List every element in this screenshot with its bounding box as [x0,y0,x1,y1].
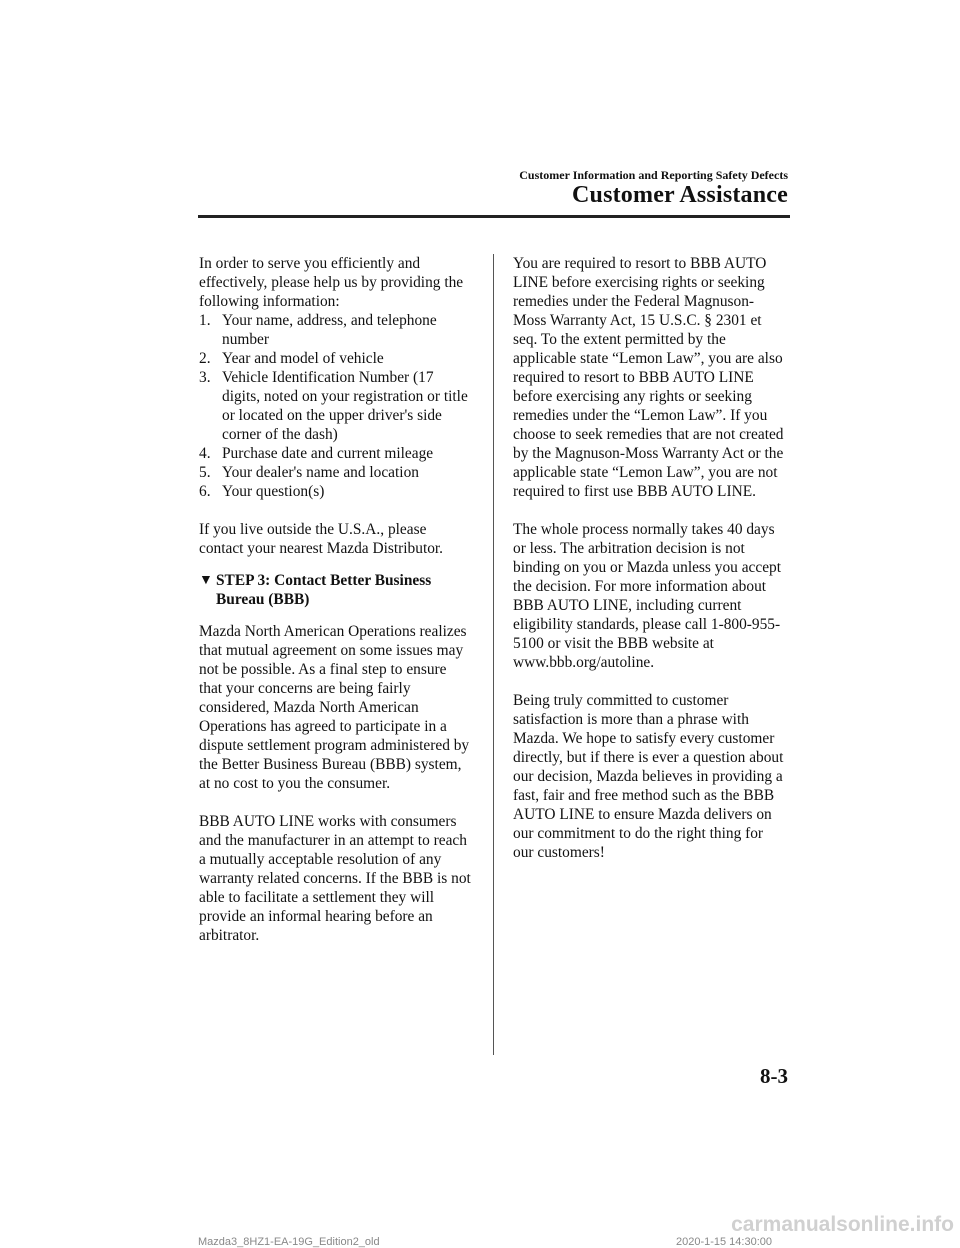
list-text: Your dealer's name and location [222,464,419,481]
list-number: 2. [199,350,211,367]
list-item [199,349,473,368]
list-text: Your question(s) [222,483,325,500]
outside-usa-paragraph: If you live outside the U.S.A., please contact your nearest Mazda Distributor. [199,521,444,557]
process-paragraph: The whole process normally takes 40 days or less. The arbitration decision is not binding on you or Mazda unless you accept the decision. For more information about BBB AUTO LINE, including current eligibility standards, please call 1-800-955-5100 or visit the BBB website at www.bbb.org/autoline. [513,521,781,671]
bbb-paragraph-2: BBB AUTO LINE works with consumers and the manufacturer in an attempt to reach a mutually acceptable resolution of any warranty related concerns. If the BBB is not able to facilitate a settlement they will provide an informal hearing before an arbitrator. [199,813,471,944]
triangle-bullet-icon: ▼ [199,573,213,588]
list-text: Your name, address, and telephone number [222,312,437,348]
list-text: Year and model of vehicle [222,350,384,367]
list-item [199,368,473,444]
section-heading [199,571,473,609]
right-column [513,254,787,862]
list-number: 4. [199,445,211,462]
header-section-label: Customer Information and Reporting Safety Defects [519,168,788,182]
page-title: Customer Assistance [571,182,788,208]
list-text: Vehicle Identification Number (17 digits, noted on your registration or title or located on the upper driver's side corner of the dash) [222,369,468,443]
bbb-paragraph-1: Mazda North American Operations realizes that mutual agreement on some issues may not be possible. As a final step to ensure that your concerns are being fairly considered, Mazda North American Operations has agreed to participate in a dispute settlement program administered by the Better Business Bureau (BBB) system, at no cost to you the consumer. [199,623,470,792]
list-item [199,463,473,482]
list-item [199,482,473,501]
footer-file-label: Mazda3_8HZ1-EA-19G_Edition2_old [198,1236,380,1248]
left-column [199,254,473,945]
header-rule [198,215,790,218]
list-number: 6. [199,483,211,500]
column-divider [493,254,494,1055]
list-item [199,444,473,463]
footer-timestamp: 2020-1-15 14:30:00 [675,1236,772,1248]
section-heading-text: STEP 3: Contact Better Business Bureau (BBB) [216,572,432,608]
watermark: carmanualsonline.info [731,1213,954,1236]
intro-paragraph: In order to serve you efficiently and effectively, please help us by providing the following information: [199,255,464,310]
commitment-paragraph: Being truly committed to customer satisfaction is more than a phrase with Mazda. We hope to satisfy every customer directly, but if there is ever a question about our decision, Mazda believes in providing a fast, fair and free method such as the BBB AUTO LINE to ensure Mazda delivers on our commitment to do the right thing for our customers! [513,692,784,861]
lemon-law-paragraph: You are required to resort to BBB AUTO LINE before exercising rights or seeking remedies under the Federal Magnuson-Moss Warranty Act, 15 U.S.C. § 2301 et seq. To the extent permitted by the applicable state “Lemon Law”, you are also required to resort to BBB AUTO LINE before exercising any rights or seeking remedies under the “Lemon Law”. If you choose to seek remedies that are not created by the Magnuson-Moss Warranty Act or the applicable state “Lemon Law”, you are not required to first use BBB AUTO LINE. [513,255,784,500]
list-item [199,311,473,349]
list-number: 3. [199,369,211,386]
info-list [199,311,473,501]
page-number: 8-3 [760,1064,788,1088]
list-number: 1. [199,312,211,329]
list-text: Purchase date and current mileage [222,445,434,462]
list-number: 5. [199,464,211,481]
